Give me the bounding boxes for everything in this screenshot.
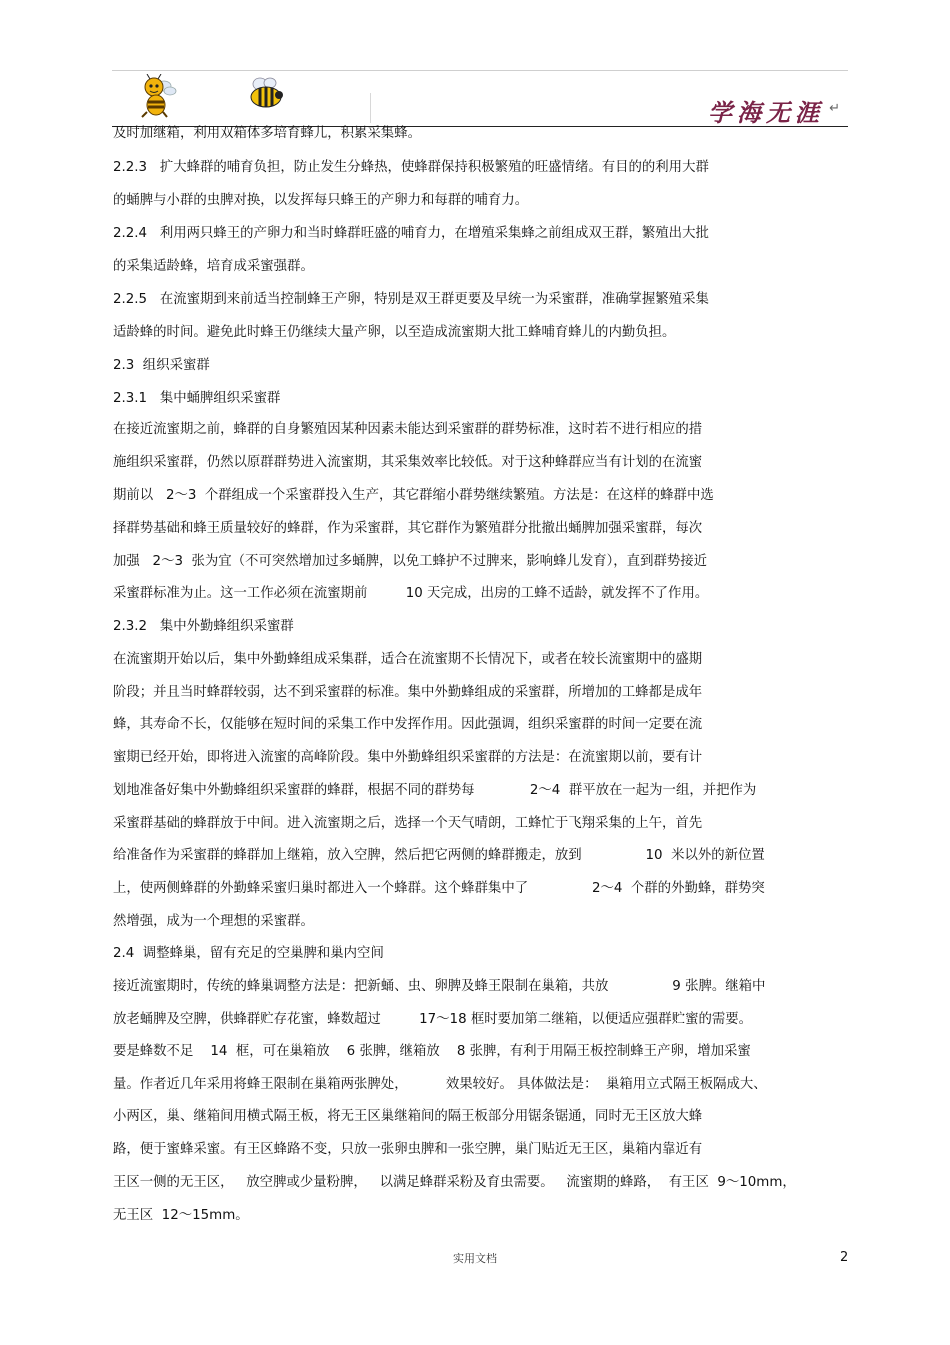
- body-line: 2.2.5 在流蜜期到来前适当控制蜂王产卵，特别是双王群更要及早统一为采蜜群，准确掌握繁殖采集: [113, 292, 709, 307]
- body-line: 蜂，其寿命不长，仅能够在短时间的采集工作中发挥作用。因此强调，组织采蜜群的时间一定要在流: [113, 717, 703, 732]
- body-line: 采蜜群标准为止。这一工作必须在流蜜期前 10 天完成，出房的工蜂不适龄，就发挥不了作用。: [113, 586, 709, 601]
- section-heading: 2.3 组织采蜜群: [113, 358, 210, 373]
- body-line: 加强 2～3 张为宜（不可突然增加过多蛹脾，以免工蜂护不过脾来，影响蜂儿发育），直到群势接近: [113, 554, 708, 569]
- body-line: 采蜜群基础的蜂群放于中间。进入流蜜期之后，选择一个天气晴朗，工蜂忙于飞翔采集的上午，首先: [113, 816, 703, 831]
- bee-cartoon-icon: [136, 74, 180, 118]
- body-line: 期前以 2～3 个群组成一个采蜜群投入生产，其它群缩小群势继续繁殖。方法是：在这样的蜂群中选: [113, 488, 714, 503]
- return-mark-icon: ↵: [829, 101, 840, 116]
- header-divider: [370, 93, 371, 123]
- subsection-heading: 2.3.1 集中蛹脾组织采蜜群: [113, 391, 281, 406]
- brand-logo-text: 学海无涯: [708, 98, 824, 127]
- body-line: 小两区，巢、继箱间用横式隔王板，将无王区巢继箱间的隔王板部分用锯条锯通，同时无王区放大蜂: [113, 1109, 703, 1124]
- body-line: 量。作者近几年采用将蜂王限制在巢箱两张脾处， 效果较好。 具体做法是： 巢箱用立式隔王板隔成大、: [113, 1077, 767, 1092]
- body-line: 的采集适龄蜂，培育成采蜜强群。: [113, 259, 314, 274]
- body-line: 的蛹脾与小群的虫脾对换，以发挥每只蜂王的产卵力和每群的哺育力。: [113, 193, 529, 208]
- body-line: 王区一侧的无王区， 放空脾或少量粉脾， 以满足蜂群采粉及育虫需要。 流蜜期的蜂路， 有王区 9～10mm，: [113, 1175, 796, 1190]
- body-line: 给准备作为采蜜群的蜂群加上继箱，放入空脾，然后把它两侧的蜂群搬走，放到 10 米以外的新位置: [113, 848, 765, 863]
- page-header: [112, 70, 848, 127]
- body-line: 要是蜂数不足 14 框，可在巢箱放 6 张脾，继箱放 8 张脾，有利于用隔王板控制蜂王产卵，增加采蜜: [113, 1044, 751, 1059]
- body-line: 及时加继箱，利用双箱体多培育蜂儿，积累采集蜂。: [113, 126, 421, 141]
- body-line: 在接近流蜜期之前，蜂群的自身繁殖因某种因素未能达到采蜜群的群势标准，这时若不进行相应的措: [113, 422, 703, 437]
- body-line: 上，使两侧蜂群的外勤蜂采蜜归巢时都进入一个蜂群。这个蜂群集中了 2～4 个群的外勤蜂，群势突: [113, 881, 765, 896]
- body-line: 路，便于蜜蜂采蜜。有王区蜂路不变，只放一张卵虫脾和一张空脾，巢门贴近无王区，巢箱内靠近有: [113, 1142, 703, 1157]
- body-line: 2.2.3 扩大蜂群的哺育负担，防止发生分蜂热，使蜂群保持积极繁殖的旺盛情绪。有目的的利用大群: [113, 160, 709, 175]
- body-line: 无王区 12～15mm。: [113, 1208, 249, 1223]
- body-line: 接近流蜜期时，传统的蜂巢调整方法是：把新蛹、虫、卵脾及蜂王限制在巢箱，共放 9 张脾。继箱中: [113, 979, 766, 994]
- footer-caption: 实用文档: [453, 1252, 497, 1265]
- body-line: 阶段；并且当时蜂群较弱，达不到采蜜群的标准。集中外勤蜂组成的采蜜群，所增加的工蜂都是成年: [113, 685, 703, 700]
- body-line: 然增强，成为一个理想的采蜜群。: [113, 914, 314, 929]
- section-heading: 2.4 调整蜂巢，留有充足的空巢脾和巢内空间: [113, 946, 384, 961]
- subsection-heading: 2.3.2 集中外勤蜂组织采蜜群: [113, 619, 294, 634]
- body-line: 放老蛹脾及空脾，供蜂群贮存花蜜，蜂数超过 17～18 框时要加第二继箱，以便适应强群贮蜜的需要。: [113, 1012, 753, 1027]
- body-line: 施组织采蜜群，仍然以原群群势进入流蜜期，其采集效率比较低。对于这种蜂群应当有计划的在流蜜: [113, 455, 703, 470]
- body-line: 2.2.4 利用两只蜂王的产卵力和当时蜂群旺盛的哺育力，在增殖采集蜂之前组成双王群，繁殖出大批: [113, 226, 709, 241]
- body-line: 择群势基础和蜂王质量较好的蜂群，作为采蜜群，其它群作为繁殖群分批撤出蛹脾加强采蜜群，每次: [113, 521, 703, 536]
- body-line: 在流蜜期开始以后，集中外勤蜂组成采集群，适合在流蜜期不长情况下，或者在较长流蜜期中的盛期: [113, 652, 703, 667]
- bee-icon: [246, 75, 286, 111]
- body-line: 适龄蜂的时间。避免此时蜂王仍继续大量产卵，以至造成流蜜期大批工蜂哺育蜂儿的内勤负担。: [113, 325, 676, 340]
- page-number: 2: [840, 1250, 849, 1265]
- body-line: 划地准备好集中外勤蜂组织采蜜群的蜂群，根据不同的群势每 2～4 群平放在一起为一组，并把作为: [113, 783, 757, 798]
- body-line: 蜜期已经开始，即将进入流蜜的高峰阶段。集中外勤蜂组织采蜜群的方法是：在流蜜期以前，要有计: [113, 750, 703, 765]
